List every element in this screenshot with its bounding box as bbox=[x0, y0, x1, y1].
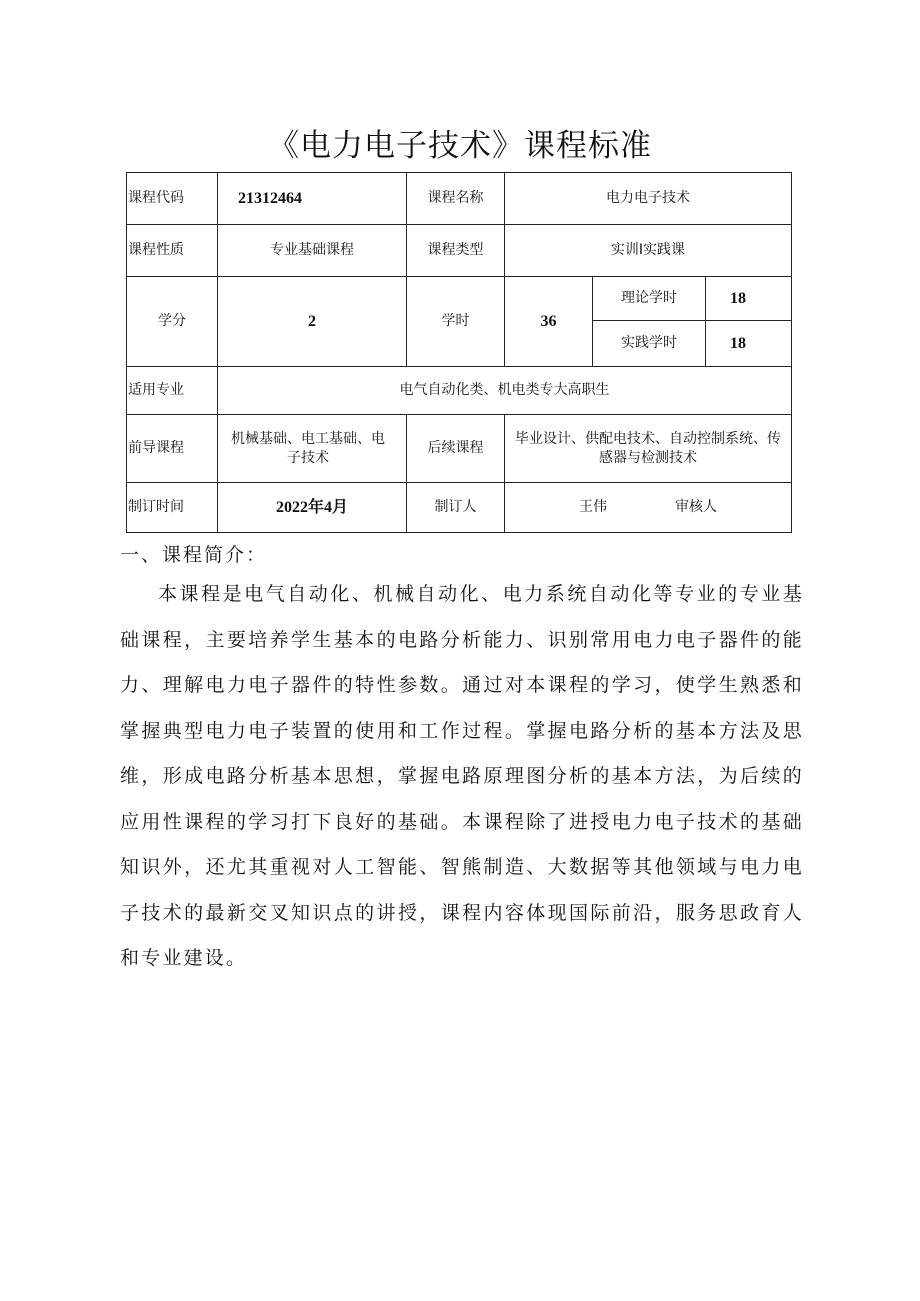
section-body: 本课程是电气自动化、机械自动化、电力系统自动化等专业的专业基础课程，主要培养学生基本的电路分析能力、识别常用电力电子器件的能力、理解电力电子器件的特性参数。通过对本课程的学习，使学生熟悉和掌握典型电力电子装置的使用和工作过程。掌握电路分析的基本方法及思维，形成电路分析基本思想，掌握电路原理图分析的基本方法，为后续的应用性课程的学习打下良好的基础。本课程除了进授电力电子技术的基础知识外，还尤其重视对人工智能、智熊制造、大数据等其他领域与电力电子技术的最新交叉知识点的讲授，课程内容体现国际前沿，服务思政育人和专业建设。 bbox=[120, 583, 804, 969]
reviewer-label: 审核人 bbox=[675, 499, 717, 515]
prereq-value: 机械基础、电工基础、电子技术 bbox=[218, 415, 407, 483]
type-label: 课程类型 bbox=[407, 225, 505, 277]
author-reviewer-cell bbox=[505, 483, 792, 533]
credit-value: 2 bbox=[218, 277, 407, 367]
section-heading: 一、课程简介： bbox=[120, 544, 268, 566]
theory-value: 18 bbox=[706, 277, 792, 321]
major-value: 电气自动化类、机电类专大高职生 bbox=[218, 367, 792, 415]
hours-label: 学时 bbox=[407, 277, 505, 367]
name-value: 电力电子技术 bbox=[505, 173, 792, 225]
code-label: 课程代码 bbox=[127, 173, 218, 225]
practice-label: 实践学时 bbox=[593, 321, 706, 367]
nature-label: 课程性质 bbox=[127, 225, 218, 277]
date-value: 2022年4月 bbox=[218, 483, 407, 533]
course-info-table bbox=[126, 172, 792, 533]
followup-value: 毕业设计、供配电技术、自动控制系统、传感器与检测技术 bbox=[505, 415, 792, 483]
hours-value: 36 bbox=[505, 277, 593, 367]
theory-label: 理论学时 bbox=[593, 277, 706, 321]
table-row bbox=[127, 367, 792, 415]
prereq-label: 前导课程 bbox=[127, 415, 218, 483]
nature-value: 专业基础课程 bbox=[218, 225, 407, 277]
code-value: 21312464 bbox=[218, 173, 407, 225]
table-row bbox=[127, 225, 792, 277]
table-row bbox=[127, 483, 792, 533]
date-label: 制订时间 bbox=[127, 483, 218, 533]
followup-label: 后续课程 bbox=[407, 415, 505, 483]
table-row bbox=[127, 173, 792, 225]
author-label: 制订人 bbox=[407, 483, 505, 533]
credit-label: 学分 bbox=[127, 277, 218, 367]
name-label: 课程名称 bbox=[407, 173, 505, 225]
practice-value: 18 bbox=[706, 321, 792, 367]
page-title: 《电力电子技术》课程标准 bbox=[268, 128, 652, 164]
table-row bbox=[127, 277, 792, 321]
author-value: 王伟 bbox=[579, 499, 607, 515]
type-value: 实训I实践课 bbox=[505, 225, 792, 277]
table-row bbox=[127, 415, 792, 483]
major-label: 适用专业 bbox=[127, 367, 218, 415]
